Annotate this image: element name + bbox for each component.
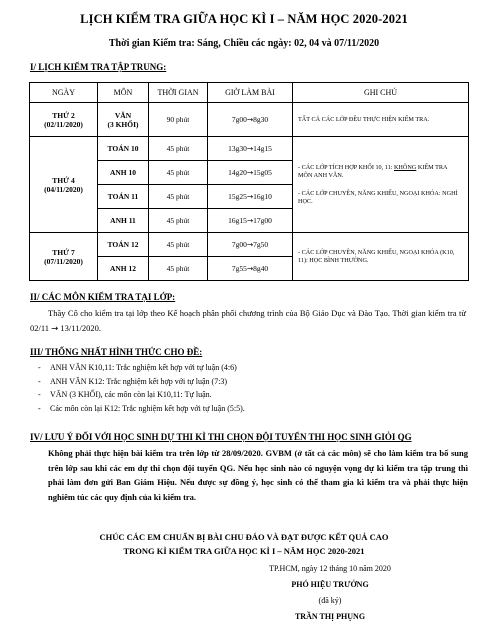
arrow-icon: →: [246, 264, 254, 273]
day-cell: [30, 233, 98, 281]
day-date: (04/11/2020): [44, 184, 83, 194]
list-item: [38, 375, 245, 389]
start-time: 7g00: [231, 115, 247, 124]
exam-time-cell: [208, 257, 293, 281]
section-3-title: III/ THỐNG NHẤT HÌNH THỨC CHO ĐỀ:: [30, 347, 203, 357]
page-title: LỊCH KIỂM TRA GIỮA HỌC KÌ I – NĂM HỌC 2020-2021: [80, 12, 408, 26]
table-header-row: [30, 83, 469, 103]
exam-time-cell: [208, 137, 293, 161]
closing-line-1: CHÚC CÁC EM CHUẨN BỊ BÀI CHU ĐÁO VÀ ĐẠT ĐƯỢC KẾT QUẢ CAO: [99, 532, 389, 542]
section-2-text-end: 13/11/2020.: [58, 323, 101, 333]
dash-icon: -: [38, 403, 41, 413]
dash-icon: -: [38, 376, 41, 386]
subject-cell: ANH 10: [98, 161, 149, 185]
section-2-body: [30, 306, 466, 337]
arrow-icon: →: [246, 240, 254, 249]
day-cell: [30, 137, 98, 233]
list-item-text: VĂN (3 KHỐI), các môn còn lại K10,11: Tự luận.: [50, 390, 212, 399]
page-subtitle: Thời gian Kiểm tra: Sáng, Chiều các ngày: 02, 04 và 07/11/2020: [108, 38, 380, 49]
place-date: TP.HCM, ngày 12 tháng 10 năm 2020: [269, 564, 391, 573]
note-cell: - CÁC LỚP CHUYÊN, NĂNG KHIẾU, NGOẠI KHÓA (K10, 11): HỌC BÌNH THƯỜNG.: [293, 233, 469, 281]
header-note: GHI CHÚ: [293, 83, 469, 103]
arrow-icon: →: [51, 324, 59, 334]
subject-cell: [98, 103, 149, 137]
start-time: 13g30: [228, 144, 247, 153]
exam-time-cell: [208, 103, 293, 137]
subject-cell: TOÁN 11: [98, 185, 149, 209]
table-row: [30, 233, 469, 257]
signer-name: TRẦN THỊ PHỤNG: [294, 612, 366, 621]
duration-cell: 45 phút: [149, 209, 208, 233]
section-2-heading: [30, 292, 175, 302]
day-cell: [30, 103, 98, 137]
duration-cell: 90 phút: [149, 103, 208, 137]
end-time: 8g40: [253, 264, 269, 273]
section-3-heading: [30, 347, 202, 357]
note-line: - CÁC LỚP CHUYÊN, NĂNG KHIẾU, NGOẠI KHÓA: NGHỈ HỌC.: [298, 189, 458, 205]
list-item-text: Các môn còn lại K12: Trắc nghiệm kết hợp với tự luận (5:5).: [50, 403, 245, 413]
note-line: [298, 164, 463, 180]
exam-time-cell: [208, 185, 293, 209]
header-day: NGÀY: [30, 83, 98, 103]
format-list: [38, 361, 245, 415]
day-label: THỨ 2: [52, 110, 75, 120]
header-subject: MÔN: [98, 83, 149, 103]
duration-cell: 45 phút: [149, 185, 208, 209]
arrow-icon: →: [246, 115, 254, 124]
section-2-title: II/ CÁC MÔN KIỂM TRA TẠI LỚP:: [30, 292, 176, 302]
start-time: 16g15: [228, 216, 247, 225]
list-item-text: ANH VĂN K10,11: Trắc nghiệm kết hợp với tự luận (4:6): [50, 363, 237, 372]
end-time: 16g10: [253, 192, 272, 201]
signer-role: PHÓ HIỆU TRƯỞNG: [291, 580, 369, 589]
closing-message: [0, 530, 488, 558]
exam-time-cell: [208, 233, 293, 257]
subject-label: VĂN: [114, 110, 132, 120]
signature-block: [255, 561, 405, 625]
section-4-title: IV/ LƯU Ý ĐỐI VỚI HỌC SINH DỰ THI KÌ THI CHỌN ĐỘI TUYỂN THI HỌC SINH GIỎI QG: [30, 432, 412, 442]
list-item-text: ANH VĂN K12: Trắc nghiệm kết hợp với tự luận (7:3): [50, 376, 228, 386]
end-time: 15g05: [253, 168, 272, 177]
note-text: KIỂM TRA MÔN ANH VĂN.: [298, 163, 448, 179]
subject-cell: ANH 12: [98, 257, 149, 281]
start-time: 7g55: [231, 264, 247, 273]
end-time: 8g30: [253, 115, 269, 124]
exam-time-cell: [208, 161, 293, 185]
list-item: [38, 388, 245, 402]
note-cell: [293, 137, 469, 233]
section-2-text: Thầy Cô cho kiểm tra tại lớp theo Kế hoạch phân phối chương trình của Bộ Giáo Dục và Đào Tạo. Thời gian kiểm tra từ 02/11: [30, 308, 466, 333]
end-time: 14g15: [253, 144, 272, 153]
start-time: 15g25: [228, 192, 247, 201]
header-exam-time: GIỜ LÀM BÀI: [208, 83, 293, 103]
subject-sublabel: (3 KHỐI): [107, 119, 139, 129]
arrow-icon: →: [246, 144, 254, 153]
day-label: THỨ 7: [52, 247, 75, 257]
dash-icon: -: [38, 363, 41, 372]
closing-line-2: TRONG KÌ KIỂM TRA GIỮA HỌC KÌ I – NĂM HỌC 2020-2021: [123, 546, 365, 556]
duration-cell: 45 phút: [149, 233, 208, 257]
day-date: (02/11/2020): [44, 119, 83, 129]
duration-cell: 45 phút: [149, 257, 208, 281]
signed-note: (đã ký): [318, 596, 342, 605]
end-time: 7g50: [253, 240, 269, 249]
note-emphasis: KHÔNG: [393, 163, 417, 171]
exam-schedule-table: [29, 82, 469, 281]
section-1-heading: [30, 62, 166, 72]
duration-cell: 45 phút: [149, 161, 208, 185]
duration-cell: 45 phút: [149, 137, 208, 161]
list-item: [38, 402, 245, 416]
day-label: THỨ 4: [52, 175, 75, 185]
subject-cell: TOÁN 10: [98, 137, 149, 161]
section-4-heading: [30, 432, 412, 442]
day-date: (07/11/2020): [44, 256, 83, 266]
arrow-icon: →: [246, 168, 254, 177]
table-row: [30, 103, 469, 137]
arrow-icon: →: [246, 192, 254, 201]
table-row: [30, 137, 469, 161]
section-4-body: Không phải thực hiện bài kiểm tra trên lớp từ 28/09/2020. GVBM (ở tất cả các môn) sẽ cho làm kiểm tra bổ sung trên lớp sau khi các em dự thi chọn đội tuyển QG. Nếu học sinh nào có nguyện vọng dự kì kiểm tra tập trung thì phải làm đơn gửi Ban Giám Hiệu. Nếu được sự đồng ý, học sinh có thể tham gia kì kiểm tra và phải thực hiện nghiêm túc các quy định của kì kiểm tra.: [48, 448, 468, 502]
list-item: [38, 361, 245, 375]
note-text: - CÁC LỚP TÍCH HỢP KHỐI 10, 11:: [298, 163, 394, 171]
arrow-icon: →: [246, 216, 254, 225]
header-duration: THỜI GIAN: [149, 83, 208, 103]
start-time: 14g20: [228, 168, 247, 177]
dash-icon: -: [38, 390, 41, 399]
section-1-title: I/ LỊCH KIỂM TRA TẬP TRUNG:: [30, 62, 167, 72]
end-time: 17g00: [253, 216, 272, 225]
subject-cell: ANH 11: [98, 209, 149, 233]
subject-cell: TOÁN 12: [98, 233, 149, 257]
note-cell: TẤT CẢ CÁC LỚP ĐỀU THỰC HIỆN KIỂM TRA.: [293, 103, 469, 137]
exam-time-cell: [208, 209, 293, 233]
start-time: 7g00: [231, 240, 247, 249]
